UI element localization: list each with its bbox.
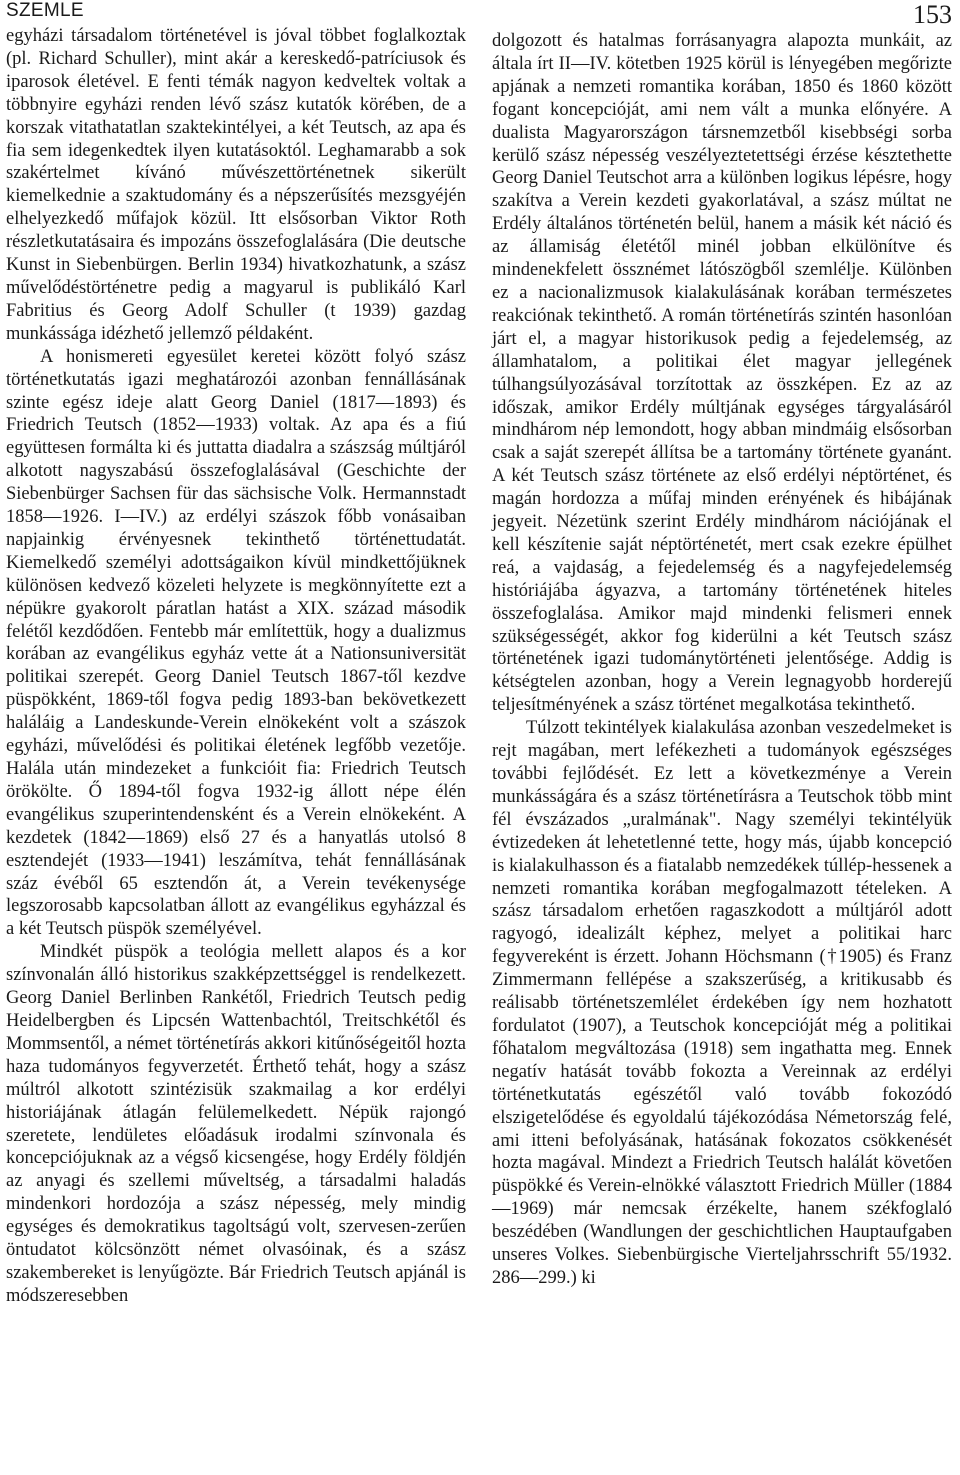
left-paragraph-3: Mindkét püspök a teológia mellett alapos és a kor színvonalán álló historikus szakképzettséggel is rendelkezett. Georg Daniel Berlinben Rankétől, Friedrich Teutsch pedig Heidelbergben és Lipcsén Wattenbachtól, Treitschkétől és Mommsentől, a német történetírás akkori kitűnőségeitől hozta haza tudományos fegyverzetét. Érthető tehát, hogy a szász múltról alkotott szintézisük szakmailag a kor erdélyi historiájának átlagán felülemelkedett. Népük rajongó szeretete, lendületes előadásuk irodalmi színvonala és koncepciójuknak az a végső kicsengése, hogy Erdély földjén az anyagi és szellemi műveltség, a társadalmi haladás mindenkori hordozója a szász népesség, mely mindig egységes és demokratikus tagoltságú volt, szervesen-zerűen öntudatot kölcsönzött német olvasóinak, és a szász szakembereket is lenyűgözte. Bár Friedrich Teutsch apjánál is módszeresebben (6, 942, 466, 1306)
left-column (6, 25, 466, 1308)
section-title: SZEMLE (6, 0, 84, 21)
page-number: 153 (913, 0, 952, 29)
left-paragraph-1: egyházi társadalom történetével is jóval többet foglalkoztak (pl. Richard Schuller), mint akár a kereskedő-patríciusok és iparosok életével. E fenti témák nagyon kedveltek voltak a többnyire egyházi renden lévő szász kutatók körében, de a korszak vitathatatlan szaktekintélyei, a két Teutsch, az apa és fia sem idegenkedtek ilyen kutatásoktól. Leghamarabb a sok szakértelmet kívánó művészettörténetnek sikerült kiemelkednie a szaktudomány és a népszerűsítés mezsgyéjén elhelyezkedő műfajok közül. Itt elsősorban Viktor Roth részletkutatásaira és impozáns összefoglalására (Die deutsche Kunst in Siebenbürgen. Berlin 1934) hivatkozhatunk, a szász művelődéstörténetre pedig a magyarul is publikáló Karl Fabritius és Georg Adolf Schuller (t 1939) gazdag munkássága idézhető jellemző példaként. (6, 26, 466, 344)
right-paragraph-2: Túlzott tekintélyek kialakulása azonban veszedelmeket is rejt magában, mert lefékezheti a tudományok egészséges további fejlődését. Ez lett a következménye a Verein munkásságára és a szász történetírásra a Teutschok több mint fél évszázados „uralmának". Nagy személyi tekintélyük évtizedeken át lehetetlenné tette, hogy más, újabb koncepció is kialakulhasson és a fiatalabb nemzedékek túllép-hessenek a nemzeti romantika korában megfogalmazott tételeken. A szász társadalom erhetően ragaszkodott a múltjáról adott ragyogó, idealizált képhez, melyet a politikai harc fegyvereként is érzett. Johann Höchsmann (†1905) és Franz Zimmermann fellépése a szakszerűség, a kritikusabb és reálisabb történetszemlélet érdekében így nem hozhatott fordulatot (1907), a Teutschok koncepcióját még a politikai főhatalom megváltozása (1918) sem ingathatta meg. Ennek negatív hatását tovább fokozta a Vereinnak az erdélyi történetkutatás egészétől való tovább fokozódó elszigetelődése és egyoldalú tájékozódása Németország felé, ami itteni befolyásának, hatásának fokozatos csökkenését hozta magával. Mindezt a Friedrich Teutsch halálát követően püspökké és Verein-elnökké választott Friedrich Müller (1884—1969) már nemcsak érzékelte, hanem székfoglaló beszédében (Wandlungen der geschichtlichen Hauptaufgaben unseres Volkes. Siebenbürgische Vierteljahrsschrift 55/1932. 286—299.) ki (492, 718, 952, 1288)
right-column (492, 30, 952, 1290)
left-paragraph-2: A honismereti egyesület keretei között folyó szász történetkutatás igazi meghatározói azonban fennállásának szinte egész ideje alatt Georg Daniel (1817—1893) és Friedrich Teutsch (1852—1933) voltak. Az apa és a fiú együttesen formálta ki és juttatta diadalra a szászság múltjáról alkotott nagyszabású összefoglalásával (Geschichte der Siebenbürger Sachsen für das sächsische Volk. Hermannstadt 1858—1926. I—IV.) az erdélyi szászok főbb vonásaiban napjainkig érvényesnek tekinthető történettudatát. Kiemelkedő személyi adottságaikon kívül mindkettőjüknek különösen kedvező közeleti helyzete is megkönnyítette ezt a népükre gyakorolt páratlan hatást a XIX. század második felétől kezdődően. Fentebb már említettük, hogy a dualizmus korában az evangélikus egyház vette át a Nationsuniversität politikai szerepét. Georg Daniel Teutsch 1867-től kezdve püspökként, 1869-től fogva pedig 1893-ban bekövetkezett haláláig a Landeskunde-Verein elnökeként volt a szászok egyházi, művelődési és politikai életének legfőbb vezetője. Halála után mindezeket a funkcióit fia: Friedrich Teutsch örökölte. Ő 1894-től fogva 1932-ig állott népe élén evangélikus szuperintendensként és a Verein elnökeként. A kezdetek (1842—1869) első 27 és a hanyatlás utolsó 8 esztendejét (1933—1941) leszámítva, tehát fennállásának száz évéből 65 esztendőn át, a Verein tevékenysége legszorosabb kapcsolatban állott az evangélikus egyházzal és a két Teutsch püspök személyével. (6, 346, 466, 940)
right-paragraph-1: dolgozott és hatalmas forrásanyagra alapozta munkáit, az általa írt II—IV. kötetben 1925 körül is lényegében megőrizte apjának a nemzeti romantika korában, 1850 és 1860 között fogant koncepcióját, ami nem vált a munka előnyére. A dualista Magyarországon társnemzetből kisebbségi sorba kerülő szász népesség veszélyeztetettségi érzése késztethette Georg Daniel Teutschot arra a különben logikus lépésre, hogy szakítva a Verein kezdeti gyakorlatával, a szász múltat ne Erdély általános történetén belül, hanem a másik két náció és az államiság életétől minél jobban elkülönítve és mindenekfelett össznémet látószögből szemlélje. Különben ez a nacionalizmusok kialakulásának korában természetes reakciónak tekinthető. A román történetírás szintén hasonlóan járt el, a magyar historikusok pedig a fejedelemség, az államhatalom, a politikai élet magyar jellegének túlhangsúlyozásával torzítottak az összképen. Ez az az időszak, amikor Erdély múltjának egységes tárgyalásáról mindhárom nép lemondott, hogy abban mindmáig elsősorban csak a saját szerepét állítsa be a tartomány története gyanánt. A két Teutsch szász története az első erdélyi néptörténet, és magán hordozza a műfaj minden erényének és hibájának jegyeit. Nézetünk szerint Erdély mindhárom nációjának el kell készítenie saját néptörténetét, mert csak ezekre épülhet reá, a vajdaság, a fejedelemség és a nagyfejedelemség históriájába ágyazva, a tartomány történetének hiteles összefoglalása. Amikor majd mindenki felismeri ennek szükségességét, akkor fog kiderülni a két Teutsch szász történetének igazi tudománytörténeti jelentősége. Addig is kétségtelen azonban, hogy a Verein legnagyobb horderejű teljesítményének a szász történet megalkotása tekinthető. (492, 31, 952, 716)
